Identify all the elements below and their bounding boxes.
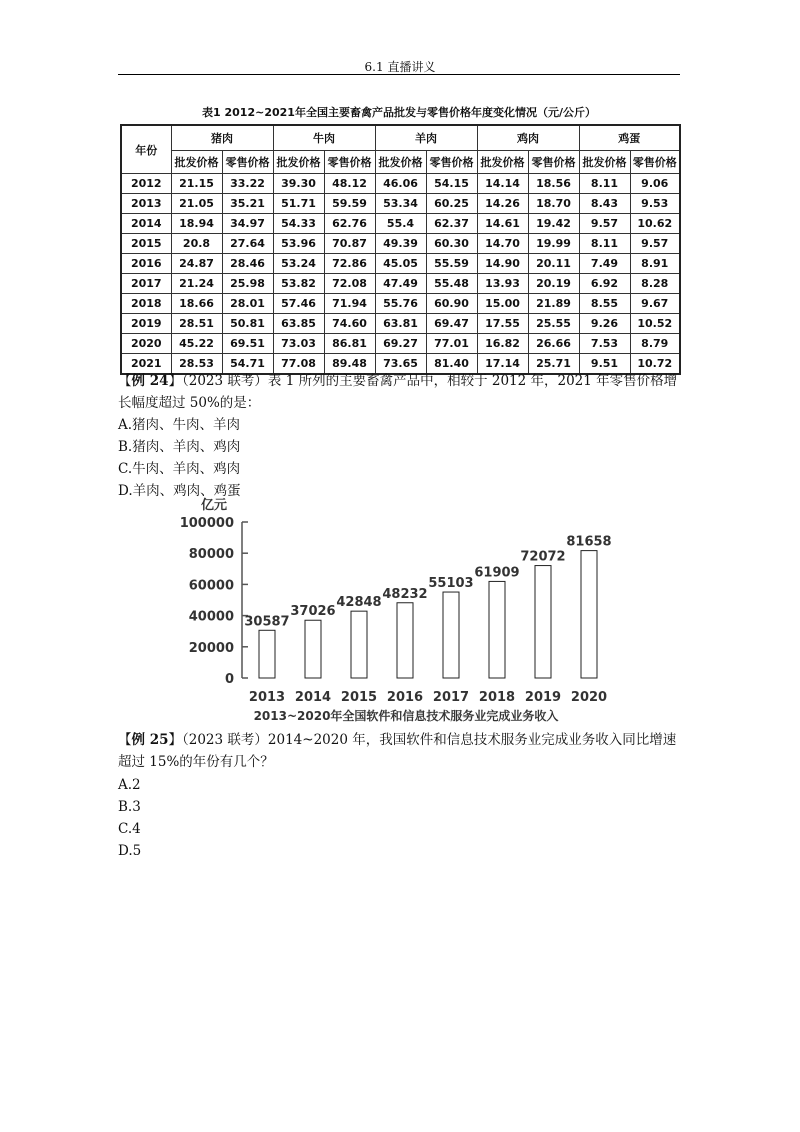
question-24-label: 例 24 bbox=[131, 373, 169, 389]
price-cell: 72.86 bbox=[324, 254, 375, 274]
page-header: 6.1 直播讲义 bbox=[364, 60, 436, 74]
table-row bbox=[121, 174, 680, 194]
chart-title: 2013~2020年全国软件和信息技术服务业完成业务收入 bbox=[253, 709, 559, 723]
table-row bbox=[121, 314, 680, 334]
price-cell: 77.01 bbox=[426, 334, 477, 354]
price-cell: 33.22 bbox=[222, 174, 273, 194]
price-cell: 20.8 bbox=[171, 234, 222, 254]
price-cell: 10.62 bbox=[630, 214, 680, 234]
option-a: A.猪肉、牛肉、羊肉 bbox=[118, 417, 241, 433]
price-cell: 73.65 bbox=[375, 354, 426, 375]
table-row bbox=[121, 294, 680, 314]
year-cell: 2018 bbox=[121, 294, 171, 314]
price-cell: 14.90 bbox=[477, 254, 528, 274]
price-cell: 70.87 bbox=[324, 234, 375, 254]
price-cell: 25.98 bbox=[222, 274, 273, 294]
bar-2014 bbox=[305, 620, 321, 678]
year-cell: 2015 bbox=[121, 234, 171, 254]
subheader-retail: 零售价格 bbox=[528, 151, 579, 174]
bracket-open: 【 bbox=[118, 373, 132, 389]
option-a: A.2 bbox=[118, 777, 141, 793]
price-cell: 62.76 bbox=[324, 214, 375, 234]
price-cell: 55.48 bbox=[426, 274, 477, 294]
price-cell: 50.81 bbox=[222, 314, 273, 334]
price-cell: 20.11 bbox=[528, 254, 579, 274]
price-cell: 16.82 bbox=[477, 334, 528, 354]
year-cell: 2017 bbox=[121, 274, 171, 294]
price-cell: 10.52 bbox=[630, 314, 680, 334]
price-cell: 28.51 bbox=[171, 314, 222, 334]
price-cell: 35.21 bbox=[222, 194, 273, 214]
table-row bbox=[121, 194, 680, 214]
bar-2015 bbox=[351, 611, 367, 678]
price-cell: 9.67 bbox=[630, 294, 680, 314]
price-table bbox=[120, 124, 681, 375]
group-header-pork: 猪肉 bbox=[171, 125, 273, 151]
price-cell: 14.70 bbox=[477, 234, 528, 254]
price-cell: 18.56 bbox=[528, 174, 579, 194]
price-cell: 24.87 bbox=[171, 254, 222, 274]
price-cell: 81.40 bbox=[426, 354, 477, 375]
option-c: C.牛肉、羊肉、鸡肉 bbox=[118, 461, 241, 477]
y-tick-label: 80000 bbox=[188, 547, 234, 563]
price-cell: 54.71 bbox=[222, 354, 273, 375]
bar-2018 bbox=[489, 581, 505, 678]
price-cell: 45.22 bbox=[171, 334, 222, 354]
price-cell: 21.05 bbox=[171, 194, 222, 214]
price-cell: 60.90 bbox=[426, 294, 477, 314]
y-tick-label: 20000 bbox=[188, 640, 234, 656]
year-cell: 2021 bbox=[121, 354, 171, 375]
price-cell: 86.81 bbox=[324, 334, 375, 354]
year-header: 年份 bbox=[121, 125, 171, 174]
question-24-text: （2023 联考）表 1 所列的主要畜禽产品中，相较于 2012 年，2021 年零售价格增 bbox=[182, 373, 678, 389]
year-cell: 2016 bbox=[121, 254, 171, 274]
bar-value-label: 81658 bbox=[566, 534, 612, 550]
price-cell: 54.33 bbox=[273, 214, 324, 234]
year-cell: 2019 bbox=[121, 314, 171, 334]
question-25-label: 例 25 bbox=[131, 732, 169, 748]
price-cell: 15.00 bbox=[477, 294, 528, 314]
price-cell: 20.19 bbox=[528, 274, 579, 294]
price-cell: 8.91 bbox=[630, 254, 680, 274]
bar-2017 bbox=[443, 592, 459, 678]
price-cell: 59.59 bbox=[324, 194, 375, 214]
price-cell: 26.66 bbox=[528, 334, 579, 354]
bar-2013 bbox=[259, 630, 275, 678]
subheader-wholesale: 批发价格 bbox=[273, 151, 324, 174]
subheader-retail: 零售价格 bbox=[222, 151, 273, 174]
price-cell: 74.60 bbox=[324, 314, 375, 334]
price-cell: 69.27 bbox=[375, 334, 426, 354]
price-cell: 17.14 bbox=[477, 354, 528, 375]
price-cell: 9.57 bbox=[579, 214, 630, 234]
price-cell: 19.42 bbox=[528, 214, 579, 234]
subheader-wholesale: 批发价格 bbox=[171, 151, 222, 174]
table-row bbox=[121, 274, 680, 294]
question-25-text: （2023 联考）2014~2020 年，我国软件和信息技术服务业完成业务收入同比增速 bbox=[182, 732, 677, 748]
price-cell: 6.92 bbox=[579, 274, 630, 294]
price-cell: 53.24 bbox=[273, 254, 324, 274]
bar-value-label: 72072 bbox=[520, 549, 566, 565]
y-tick-label: 100000 bbox=[180, 516, 234, 531]
price-cell: 8.79 bbox=[630, 334, 680, 354]
subheader-retail: 零售价格 bbox=[426, 151, 477, 174]
subheader-retail: 零售价格 bbox=[324, 151, 375, 174]
year-cell: 2020 bbox=[121, 334, 171, 354]
revenue-bar-chart bbox=[180, 493, 630, 725]
option-c: C.4 bbox=[118, 821, 141, 837]
y-tick-label: 40000 bbox=[188, 609, 234, 625]
price-cell: 9.57 bbox=[630, 234, 680, 254]
price-cell: 13.93 bbox=[477, 274, 528, 294]
option-b: B.3 bbox=[118, 799, 141, 815]
price-cell: 51.71 bbox=[273, 194, 324, 214]
price-cell: 28.01 bbox=[222, 294, 273, 314]
price-cell: 55.59 bbox=[426, 254, 477, 274]
x-tick-label: 2014 bbox=[294, 690, 332, 705]
price-cell: 9.26 bbox=[579, 314, 630, 334]
price-cell: 53.82 bbox=[273, 274, 324, 294]
x-tick-label: 2020 bbox=[570, 690, 608, 705]
price-cell: 57.46 bbox=[273, 294, 324, 314]
price-cell: 71.94 bbox=[324, 294, 375, 314]
question-25-options bbox=[118, 774, 141, 862]
y-tick-label: 0 bbox=[224, 672, 234, 687]
option-b: B.猪肉、羊肉、鸡肉 bbox=[118, 439, 241, 455]
price-cell: 28.46 bbox=[222, 254, 273, 274]
bar-2019 bbox=[535, 566, 551, 678]
price-cell: 55.4 bbox=[375, 214, 426, 234]
table-row bbox=[121, 254, 680, 274]
subheader-wholesale: 批发价格 bbox=[375, 151, 426, 174]
price-cell: 69.51 bbox=[222, 334, 273, 354]
x-tick-label: 2013 bbox=[248, 690, 286, 705]
bar-value-label: 37026 bbox=[290, 604, 336, 620]
table-row bbox=[121, 214, 680, 234]
question-25-line2: 超过 15%的年份有几个？ bbox=[118, 754, 274, 770]
bracket-open: 【 bbox=[118, 732, 132, 748]
group-header-chicken: 鸡肉 bbox=[477, 125, 579, 151]
price-cell: 7.49 bbox=[579, 254, 630, 274]
price-cell: 8.55 bbox=[579, 294, 630, 314]
x-tick-label: 2015 bbox=[340, 690, 378, 705]
price-cell: 54.15 bbox=[426, 174, 477, 194]
subheader-wholesale: 批发价格 bbox=[477, 151, 528, 174]
bar-2020 bbox=[581, 551, 597, 678]
price-cell: 89.48 bbox=[324, 354, 375, 375]
price-cell: 18.94 bbox=[171, 214, 222, 234]
price-cell: 53.96 bbox=[273, 234, 324, 254]
price-cell: 17.55 bbox=[477, 314, 528, 334]
price-cell: 55.76 bbox=[375, 294, 426, 314]
option-d: D.5 bbox=[118, 843, 142, 859]
bracket-close: 】 bbox=[168, 373, 182, 389]
price-cell: 63.85 bbox=[273, 314, 324, 334]
bar-value-label: 55103 bbox=[428, 576, 474, 592]
price-cell: 19.99 bbox=[528, 234, 579, 254]
price-cell: 25.55 bbox=[528, 314, 579, 334]
price-cell: 8.11 bbox=[579, 234, 630, 254]
price-cell: 7.53 bbox=[579, 334, 630, 354]
bracket-close: 】 bbox=[168, 732, 182, 748]
bar-2016 bbox=[397, 603, 413, 678]
x-tick-label: 2018 bbox=[478, 690, 516, 705]
price-cell: 63.81 bbox=[375, 314, 426, 334]
bar-value-label: 61909 bbox=[474, 565, 520, 581]
price-cell: 8.11 bbox=[579, 174, 630, 194]
price-cell: 9.06 bbox=[630, 174, 680, 194]
price-cell: 18.66 bbox=[171, 294, 222, 314]
question-25-line1 bbox=[118, 729, 676, 751]
price-cell: 39.30 bbox=[273, 174, 324, 194]
price-cell: 53.34 bbox=[375, 194, 426, 214]
price-cell: 60.25 bbox=[426, 194, 477, 214]
price-cell: 10.72 bbox=[630, 354, 680, 375]
price-cell: 60.30 bbox=[426, 234, 477, 254]
price-cell: 8.43 bbox=[579, 194, 630, 214]
price-cell: 69.47 bbox=[426, 314, 477, 334]
subheader-retail: 零售价格 bbox=[630, 151, 680, 174]
group-header-mutton: 羊肉 bbox=[375, 125, 477, 151]
table-title: 表1 2012~2021年全国主要畜禽产品批发与零售价格年度变化情况（元/公斤） bbox=[202, 106, 596, 119]
price-cell: 21.89 bbox=[528, 294, 579, 314]
table-row bbox=[121, 234, 680, 254]
bar-value-label: 42848 bbox=[336, 595, 382, 611]
price-cell: 14.14 bbox=[477, 174, 528, 194]
price-cell: 21.24 bbox=[171, 274, 222, 294]
price-cell: 49.39 bbox=[375, 234, 426, 254]
option-d: D.羊肉、鸡肉、鸡蛋 bbox=[118, 483, 241, 499]
price-cell: 34.97 bbox=[222, 214, 273, 234]
x-tick-label: 2016 bbox=[386, 690, 424, 705]
price-cell: 73.03 bbox=[273, 334, 324, 354]
question-24-options bbox=[118, 414, 241, 502]
header-rule bbox=[118, 74, 680, 75]
group-header-beef: 牛肉 bbox=[273, 125, 375, 151]
price-cell: 25.71 bbox=[528, 354, 579, 375]
question-24-line1 bbox=[118, 370, 677, 392]
year-cell: 2012 bbox=[121, 174, 171, 194]
group-header-egg: 鸡蛋 bbox=[579, 125, 680, 151]
price-cell: 27.64 bbox=[222, 234, 273, 254]
price-cell: 28.53 bbox=[171, 354, 222, 375]
bar-value-label: 48232 bbox=[382, 586, 428, 602]
year-cell: 2014 bbox=[121, 214, 171, 234]
price-cell: 48.12 bbox=[324, 174, 375, 194]
price-cell: 18.70 bbox=[528, 194, 579, 214]
price-cell: 77.08 bbox=[273, 354, 324, 375]
price-cell: 9.51 bbox=[579, 354, 630, 375]
year-cell: 2013 bbox=[121, 194, 171, 214]
y-tick-label: 60000 bbox=[188, 578, 234, 594]
price-cell: 21.15 bbox=[171, 174, 222, 194]
price-cell: 45.05 bbox=[375, 254, 426, 274]
price-cell: 14.61 bbox=[477, 214, 528, 234]
price-cell: 8.28 bbox=[630, 274, 680, 294]
price-cell: 46.06 bbox=[375, 174, 426, 194]
price-cell: 47.49 bbox=[375, 274, 426, 294]
y-axis-label: 亿元 bbox=[200, 498, 228, 513]
x-tick-label: 2017 bbox=[432, 690, 470, 705]
bar-value-label: 30587 bbox=[244, 614, 290, 630]
table-row bbox=[121, 334, 680, 354]
x-tick-label: 2019 bbox=[524, 690, 562, 705]
question-24-line2: 长幅度超过 50%的是： bbox=[118, 395, 261, 411]
price-cell: 14.26 bbox=[477, 194, 528, 214]
price-cell: 62.37 bbox=[426, 214, 477, 234]
price-cell: 72.08 bbox=[324, 274, 375, 294]
subheader-wholesale: 批发价格 bbox=[579, 151, 630, 174]
price-cell: 9.53 bbox=[630, 194, 680, 214]
